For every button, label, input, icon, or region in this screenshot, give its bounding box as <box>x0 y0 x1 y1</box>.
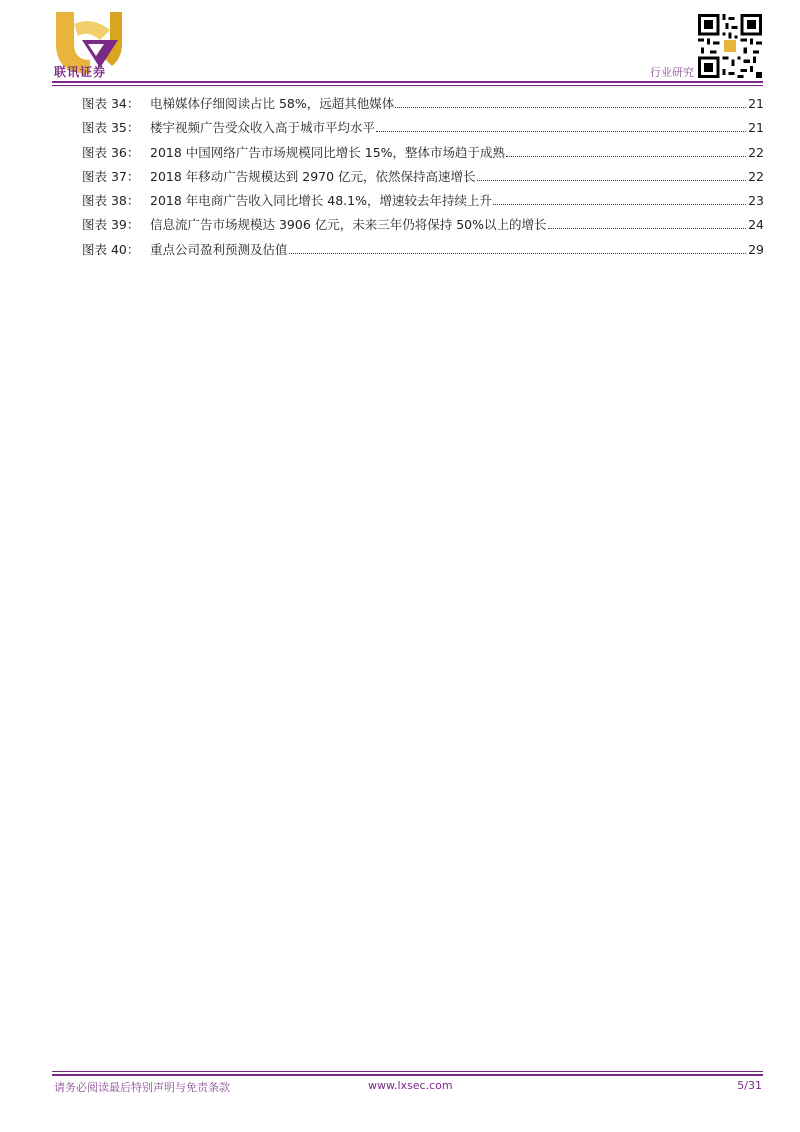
qr-code-icon <box>698 14 762 78</box>
toc-leader-dots <box>548 217 746 229</box>
footer-rule-thick <box>52 1074 763 1076</box>
toc-entry-title: 楼宇视频广告受众收入高于城市平均水平 <box>150 120 376 136</box>
toc-entry[interactable] <box>82 120 764 144</box>
section-label: 行业研究 <box>650 66 694 79</box>
footer-page-number: 5/31 <box>737 1079 762 1092</box>
header-rule-thick <box>52 81 763 83</box>
toc-entry[interactable] <box>82 96 764 120</box>
toc-entry-title: 重点公司盈利预测及估值 <box>150 241 288 257</box>
toc-entry-page: 22 <box>748 144 764 160</box>
toc-entry[interactable] <box>82 217 764 241</box>
toc-entry-title: 2018 中国网络广告市场规模同比增长 15%，整体市场趋于成熟 <box>150 144 506 160</box>
toc-entry[interactable] <box>82 193 764 217</box>
toc-entry[interactable] <box>82 242 764 266</box>
page-header <box>0 0 800 90</box>
toc-entry-page: 29 <box>748 241 764 257</box>
toc-entry-title: 2018 年电商广告收入同比增长 48.1%，增速较去年持续上升 <box>150 193 492 209</box>
toc-entry-label: 图表 34： <box>82 96 140 111</box>
toc-entry-label: 图表 37： <box>82 168 140 184</box>
toc-leader-dots <box>477 169 746 181</box>
toc-entry-title: 电梯媒体仔细阅读占比 58%，远超其他媒体 <box>150 96 395 111</box>
footer-rule-thin <box>52 1071 763 1072</box>
header-rule-thin <box>52 85 763 86</box>
toc-leader-dots <box>395 96 746 108</box>
toc-entry[interactable] <box>82 169 764 193</box>
toc-entry-page: 22 <box>748 168 764 184</box>
toc-leader-dots <box>493 193 746 205</box>
footer-website-link[interactable]: www.lxsec.com <box>368 1079 453 1092</box>
figure-index-list <box>82 96 764 266</box>
toc-entry-label: 图表 35： <box>82 120 140 136</box>
toc-entry[interactable] <box>82 145 764 169</box>
company-logo-text: 联讯证券 <box>54 65 107 79</box>
toc-entry-title: 信息流广告市场规模达 3906 亿元，未来三年仍将保持 50%以上的增长 <box>150 217 547 233</box>
toc-entry-page: 23 <box>748 193 764 209</box>
toc-entry-label: 图表 36： <box>82 144 140 160</box>
toc-entry-page: 24 <box>748 217 764 233</box>
toc-entry-page: 21 <box>748 120 764 136</box>
toc-entry-label: 图表 40： <box>82 241 140 257</box>
toc-entry-label: 图表 38： <box>82 193 140 209</box>
toc-leader-dots <box>376 120 746 132</box>
toc-leader-dots <box>506 145 746 157</box>
toc-entry-page: 21 <box>748 96 764 111</box>
toc-entry-title: 2018 年移动广告规模达到 2970 亿元，依然保持高速增长 <box>150 168 476 184</box>
toc-entry-label: 图表 39： <box>82 217 140 233</box>
footer-disclaimer: 请务必阅读最后特别声明与免责条款 <box>54 1081 230 1094</box>
toc-leader-dots <box>289 242 746 254</box>
